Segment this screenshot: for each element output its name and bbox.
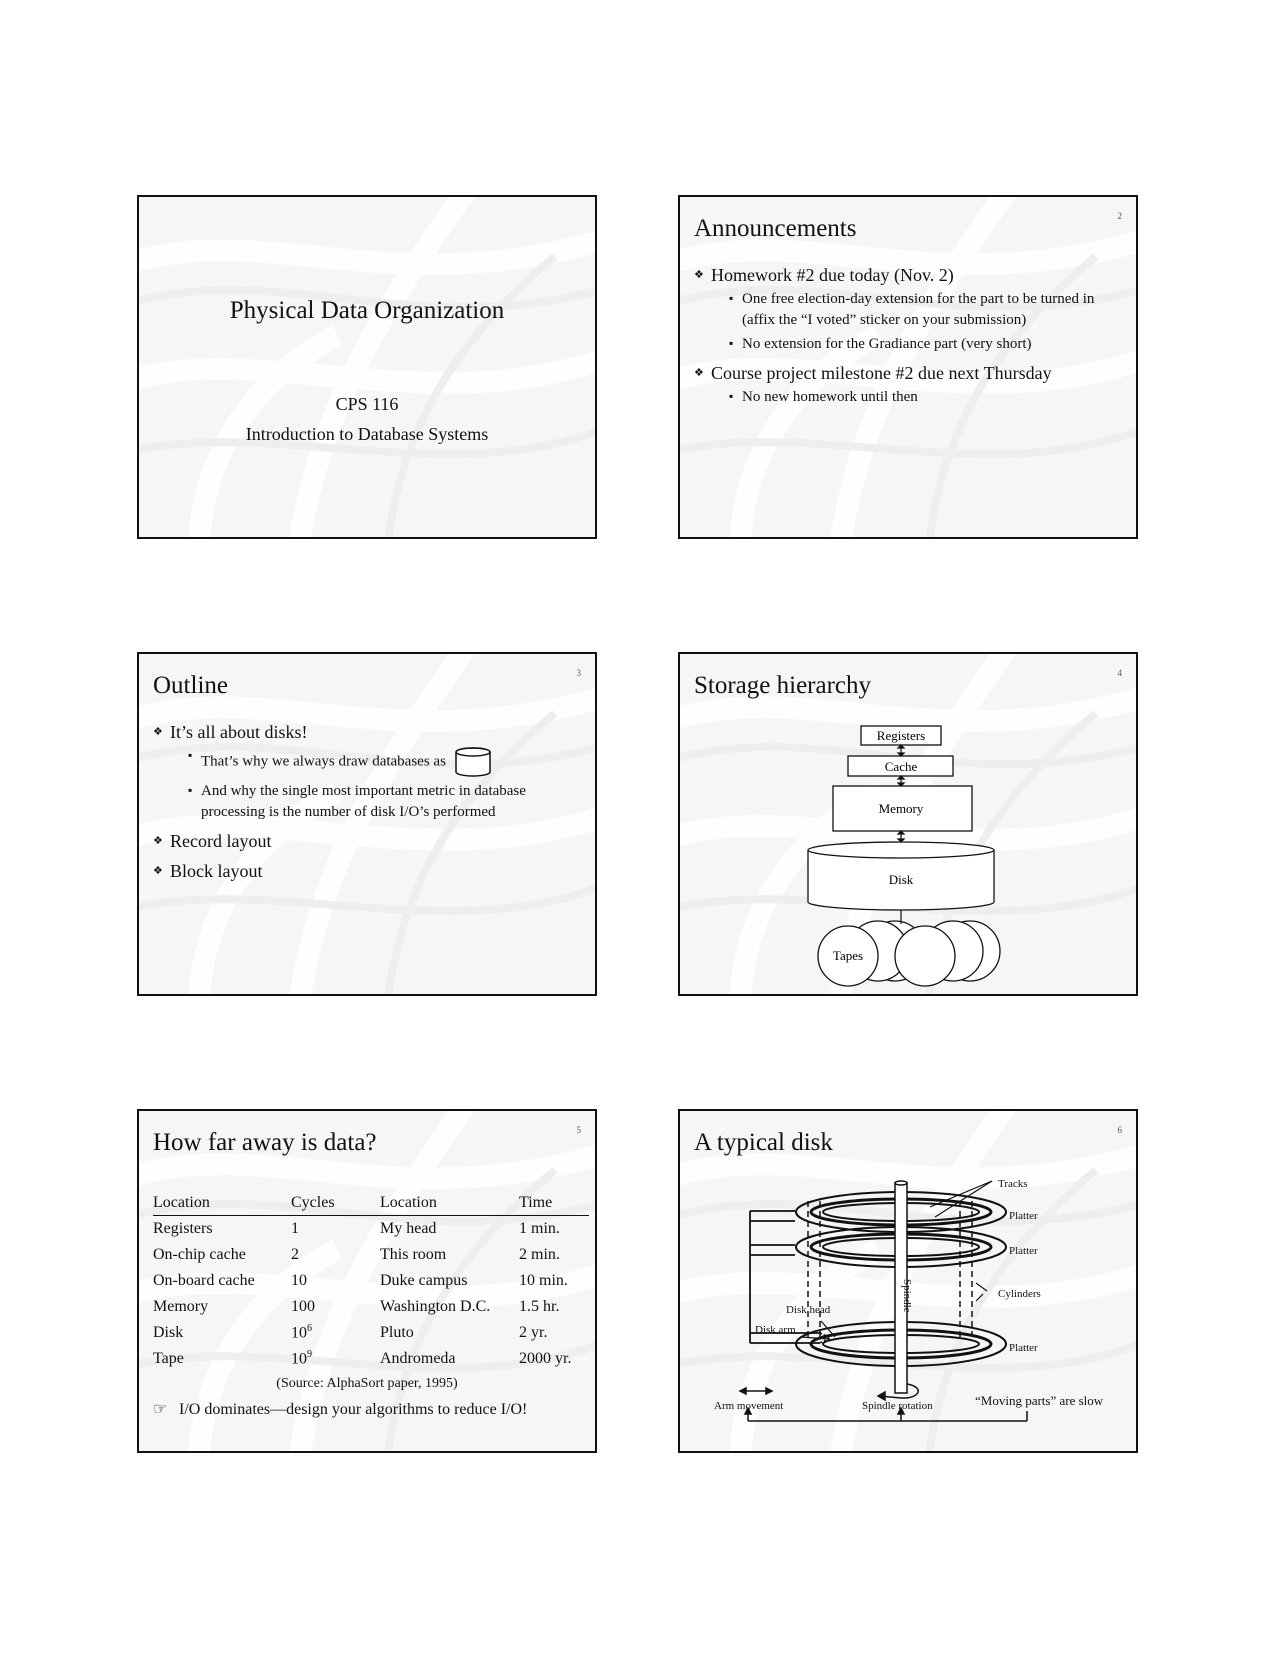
storage-hierarchy-diagram bbox=[680, 654, 1138, 996]
slide-3 bbox=[137, 652, 597, 996]
slide-4 bbox=[678, 652, 1138, 996]
disk-diagram bbox=[680, 1111, 1138, 1453]
table-cell: Tape bbox=[153, 1350, 184, 1367]
table-cell: 1 min. bbox=[519, 1220, 560, 1237]
slide-2 bbox=[678, 195, 1138, 539]
list-item bbox=[694, 263, 1126, 355]
table-cell: This room bbox=[380, 1246, 447, 1263]
disk-arm-label: Disk arm bbox=[755, 1324, 796, 1336]
bullet-text: Record layout bbox=[170, 831, 272, 851]
slide-number: 6 bbox=[1117, 1125, 1122, 1135]
list-item bbox=[153, 829, 585, 853]
column-header: Location bbox=[153, 1191, 291, 1216]
slide-title: Announcements bbox=[694, 215, 857, 242]
table-cell: Pluto bbox=[380, 1324, 414, 1341]
level-label: Registers bbox=[876, 728, 926, 743]
tip-line bbox=[153, 1399, 527, 1419]
table-cell bbox=[291, 1346, 380, 1372]
column-header: Time bbox=[519, 1191, 589, 1216]
table-cell: 100 bbox=[291, 1298, 315, 1315]
slide-title: Outline bbox=[153, 672, 228, 699]
database-cylinder-icon bbox=[454, 746, 492, 778]
sub-list-item: ▪ One free election-day extension for the part to be turned in (affix the “I voted” sticker on your submission) bbox=[729, 289, 1126, 331]
power-base: 10 bbox=[291, 1324, 307, 1342]
slide-1 bbox=[137, 195, 597, 539]
bullet-text: Block layout bbox=[170, 861, 263, 881]
table-cell: Registers bbox=[153, 1220, 213, 1237]
data-distance-table bbox=[153, 1191, 589, 1372]
table-cell: 2 min. bbox=[519, 1246, 560, 1263]
slide-number: 5 bbox=[576, 1125, 581, 1135]
sub-list-item: ▪ And why the single most important metric in database processing is the number of disk I/O’s performed bbox=[188, 781, 585, 823]
slide-title: Storage hierarchy bbox=[694, 672, 872, 699]
sub-list-item: ▪ No extension for the Gradiance part (very short) bbox=[729, 334, 1126, 355]
arm-movement-label: Arm movement bbox=[714, 1400, 784, 1412]
slide-title: How far away is data? bbox=[153, 1129, 377, 1156]
bullet-text: Course project milestone #2 due next Thursday bbox=[711, 363, 1052, 383]
level-label: Tapes bbox=[832, 948, 864, 963]
level-label: Memory bbox=[878, 801, 924, 816]
list-item bbox=[153, 720, 585, 823]
slide-number: 4 bbox=[1117, 668, 1122, 678]
slide-title: Physical Data Organization bbox=[229, 297, 505, 324]
table-cell: On-chip cache bbox=[153, 1246, 246, 1263]
table-cell: Memory bbox=[153, 1298, 209, 1315]
column-header: Cycles bbox=[291, 1191, 380, 1216]
table-row bbox=[153, 1320, 589, 1346]
table-row bbox=[153, 1268, 589, 1294]
slide-number: 2 bbox=[1117, 211, 1122, 221]
column-header: Location bbox=[380, 1191, 519, 1216]
sub-list-text: That’s why we always draw databases as bbox=[201, 753, 446, 770]
moving-parts-label: “Moving parts” are slow bbox=[975, 1393, 1104, 1408]
power-exponent: 9 bbox=[307, 1349, 312, 1361]
table-cell: Disk bbox=[153, 1324, 184, 1341]
table-cell: 2 bbox=[291, 1246, 299, 1263]
slide-title: A typical disk bbox=[694, 1129, 833, 1156]
list-item bbox=[694, 361, 1126, 408]
table-row bbox=[153, 1216, 589, 1243]
tip-text: I/O dominates—design your algorithms to reduce I/O! bbox=[179, 1401, 528, 1418]
table-header-row bbox=[153, 1191, 589, 1216]
platter-label: Platter bbox=[1009, 1245, 1038, 1257]
table-row bbox=[153, 1294, 589, 1320]
table-cell: 1.5 hr. bbox=[519, 1298, 560, 1315]
table-cell: On-board cache bbox=[153, 1272, 255, 1289]
list-item bbox=[153, 859, 585, 883]
bullet-list bbox=[694, 263, 1126, 414]
source-note: (Source: AlphaSort paper, 1995) bbox=[276, 1376, 458, 1391]
table-cell: Washington D.C. bbox=[380, 1298, 491, 1315]
slide-number: 3 bbox=[576, 668, 581, 678]
course-name: Introduction to Database Systems bbox=[245, 424, 489, 444]
platter-label: Platter bbox=[1009, 1210, 1038, 1222]
pointing-hand-icon: ☞ bbox=[153, 1401, 168, 1418]
level-label: Disk bbox=[888, 872, 914, 887]
spindle-rotation-label: Spindle rotation bbox=[862, 1400, 933, 1412]
disk-head-label: Disk head bbox=[786, 1304, 831, 1316]
level-label: Cache bbox=[884, 759, 918, 774]
table-cell: My head bbox=[380, 1220, 437, 1237]
table-cell bbox=[291, 1320, 380, 1346]
table-cell: 10 min. bbox=[519, 1272, 568, 1289]
slide-5 bbox=[137, 1109, 597, 1453]
table-row bbox=[153, 1242, 589, 1268]
table-cell: 2000 yr. bbox=[519, 1350, 572, 1367]
table-row bbox=[153, 1346, 589, 1372]
slide-6 bbox=[678, 1109, 1138, 1453]
table-cell: Andromeda bbox=[380, 1350, 456, 1367]
tracks-label: Tracks bbox=[998, 1178, 1028, 1190]
bullet-text: Homework #2 due today (Nov. 2) bbox=[711, 265, 954, 285]
sub-list-item: ▪ No new homework until then bbox=[729, 387, 1126, 408]
bullet-list bbox=[153, 720, 585, 889]
power-base: 10 bbox=[291, 1350, 307, 1368]
bullet-text: It’s all about disks! bbox=[170, 722, 308, 742]
course-code: CPS 116 bbox=[335, 394, 399, 414]
table-cell: 1 bbox=[291, 1220, 299, 1237]
table-cell: 2 yr. bbox=[519, 1324, 548, 1341]
platter-label: Platter bbox=[1009, 1342, 1038, 1354]
table-cell: 10 bbox=[291, 1272, 307, 1289]
cylinders-label: Cylinders bbox=[998, 1288, 1041, 1300]
table-cell: Duke campus bbox=[380, 1272, 468, 1289]
spindle-label: Spindle bbox=[901, 1279, 913, 1313]
power-exponent: 6 bbox=[307, 1323, 312, 1335]
sub-list-item bbox=[188, 746, 585, 778]
